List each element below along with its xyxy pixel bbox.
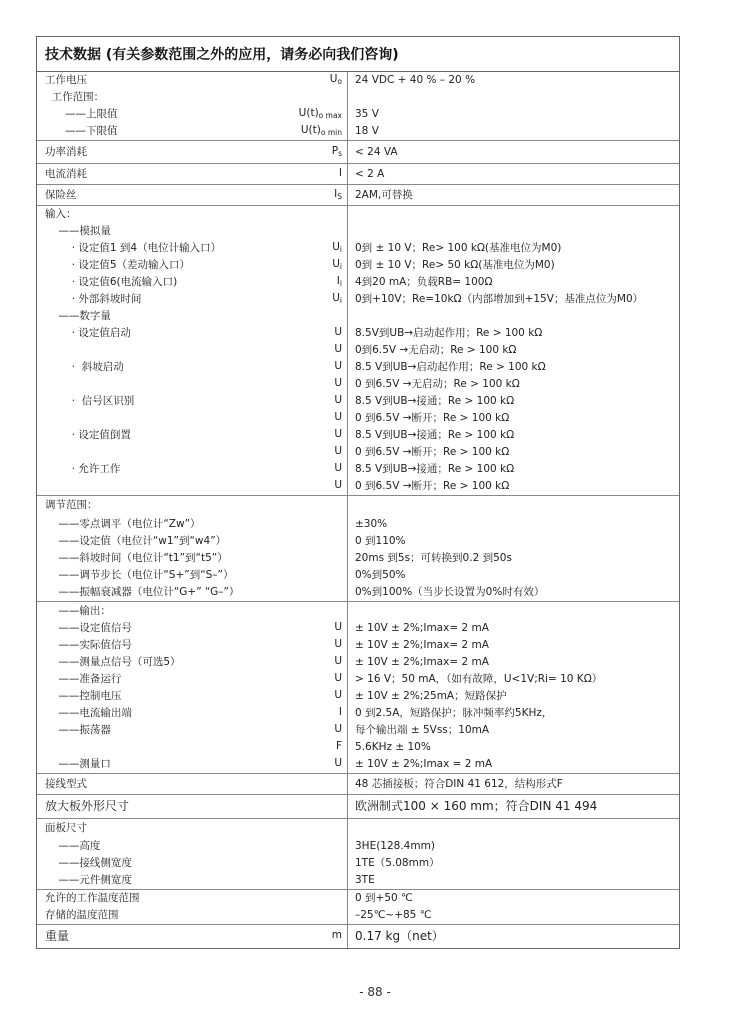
row-label: ——设定值（电位计“w1”到“w4”）	[45, 535, 227, 547]
table-row	[37, 141, 679, 163]
symbol-text: U	[334, 411, 342, 423]
table-section	[37, 890, 679, 925]
row-value: 0%到50%	[347, 567, 679, 584]
table-row	[37, 637, 679, 654]
row-symbol	[285, 428, 347, 443]
row-value: 8.5 V到UB→启动起作用；Re > 100 kΩ	[347, 359, 679, 376]
row-label: 调节范围：	[45, 499, 98, 511]
row-symbol	[285, 689, 347, 704]
symbol-text: U	[334, 462, 342, 474]
row-symbol	[285, 167, 347, 182]
table-row	[37, 240, 679, 257]
table-row	[37, 444, 679, 461]
row-symbol	[285, 292, 347, 307]
table-section	[37, 795, 679, 819]
symbol-text: U	[334, 428, 342, 440]
row-label: 允许的工作温度范围	[45, 892, 140, 904]
row-label: ——电流输出端	[45, 707, 132, 719]
row-label: ——设定值信号	[45, 622, 132, 634]
symbol-text: U	[334, 445, 342, 457]
row-symbol	[285, 706, 347, 721]
table-row	[37, 308, 679, 325]
table-row	[37, 185, 679, 205]
row-value: < 24 VA	[347, 141, 679, 163]
symbol-text: U(t)	[298, 107, 319, 119]
table-row	[37, 688, 679, 705]
symbol-text: I	[336, 275, 340, 287]
symbol-text: U	[334, 672, 342, 684]
table-row	[37, 705, 679, 722]
table-row	[37, 739, 679, 756]
row-symbol	[285, 672, 347, 687]
row-label: ——调节步长（电位计“S+”到“S–”）	[45, 569, 234, 581]
table-row	[37, 164, 679, 184]
symbol-text: U	[334, 757, 342, 769]
row-label: · 设定值5（差动输入口）	[45, 259, 191, 271]
row-value: 0 到6.5V →无启动；Re > 100 kΩ	[347, 376, 679, 393]
table-row	[37, 907, 679, 924]
row-label: 面板尺寸	[45, 822, 87, 834]
table-row	[37, 106, 679, 123]
table-row	[37, 533, 679, 550]
row-label: 接线型式	[45, 777, 87, 790]
table-row	[37, 774, 679, 794]
table-row	[37, 123, 679, 140]
row-value: 8.5 V到UB→接通；Re > 100 kΩ	[347, 461, 679, 478]
table-row	[37, 515, 679, 533]
table-row	[37, 925, 679, 948]
table-row	[37, 359, 679, 376]
symbol-text: I	[338, 166, 342, 179]
symbol-text: U	[334, 723, 342, 735]
row-value	[347, 89, 679, 106]
table-row	[37, 376, 679, 393]
row-label: ——元件侧宽度	[45, 874, 132, 886]
row-symbol	[285, 638, 347, 653]
row-value: ± 10V ± 2%;Imax= 2 mA	[347, 654, 679, 671]
row-value: ± 10V ± 2%;25mA；短路保护	[347, 688, 679, 705]
table-row	[37, 72, 679, 89]
row-value: 2AM,可替换	[347, 185, 679, 205]
table-row	[37, 274, 679, 291]
spec-table	[36, 36, 680, 949]
symbol-subscript: i	[339, 279, 342, 288]
row-label: ——测量点信号（可选5）	[45, 656, 181, 668]
symbol-text: U	[334, 655, 342, 667]
symbol-text: U	[334, 689, 342, 701]
symbol-subscript: i	[339, 262, 342, 271]
row-value: 0 到2.5A，短路保护；脉冲频率约5KHz，	[347, 705, 679, 722]
row-value: 5.6KHz ± 10%	[347, 739, 679, 756]
row-symbol	[285, 929, 347, 944]
symbol-subscript: o max	[318, 111, 342, 120]
row-value: ± 10V ± 2%;Imax= 2 mA	[347, 620, 679, 637]
symbol-text: U	[332, 258, 340, 270]
table-row	[37, 819, 679, 838]
table-row	[37, 722, 679, 739]
row-symbol	[285, 655, 347, 670]
row-value: 0到 ± 10 V；Re> 100 kΩ(基准电位为M0)	[347, 240, 679, 257]
symbol-text: U	[334, 394, 342, 406]
table-section	[37, 602, 679, 774]
table-title: 技术数据 (有关参数范围之外的应用，请务必向我们咨询)	[37, 37, 679, 72]
table-row	[37, 584, 679, 601]
row-label: ——振幅衰减器（电位计“G+” “G–”）	[45, 586, 240, 598]
row-label: ——振荡器	[45, 724, 111, 736]
row-label: ——测量口	[45, 758, 111, 770]
row-value: 0 到6.5V →断开；Re > 100 kΩ	[347, 444, 679, 461]
row-label: ——上限值	[45, 108, 118, 120]
row-label: ——实际值信号	[45, 639, 132, 651]
row-value: > 16 V；50 mA，（如有故障，U<1V;Ri= 10 KΩ）	[347, 671, 679, 688]
row-symbol	[285, 241, 347, 256]
row-value	[347, 206, 679, 223]
row-symbol	[285, 411, 347, 426]
table-section	[37, 496, 679, 602]
table-section	[37, 164, 679, 185]
table-section	[37, 185, 679, 206]
table-section	[37, 774, 679, 795]
table-row	[37, 410, 679, 427]
row-label: 重量	[45, 930, 70, 943]
table-row	[37, 756, 679, 773]
table-row	[37, 890, 679, 907]
row-value: 48 芯插接板；符合DIN 41 612，结构形式F	[347, 774, 679, 794]
row-symbol	[285, 124, 347, 139]
symbol-subscript: o min	[320, 128, 342, 137]
row-label: 保险丝	[45, 188, 77, 201]
row-label: ——准备运行	[45, 673, 122, 685]
row-symbol	[285, 394, 347, 409]
table-row	[37, 654, 679, 671]
table-row	[37, 855, 679, 872]
row-value: 18 V	[347, 123, 679, 140]
row-value	[347, 602, 679, 620]
row-symbol	[285, 723, 347, 738]
table-row	[37, 620, 679, 637]
row-label: ——控制电压	[45, 690, 122, 702]
row-symbol	[285, 188, 347, 203]
table-section	[37, 141, 679, 164]
table-row	[37, 427, 679, 444]
table-section	[37, 925, 679, 948]
page-number: - 88 -	[359, 985, 391, 999]
row-label: ——接线侧宽度	[45, 857, 132, 869]
row-label: 存储的温度范围	[45, 909, 119, 921]
table-row	[37, 291, 679, 308]
table-row	[37, 838, 679, 855]
symbol-text: U	[332, 292, 340, 304]
row-value	[347, 223, 679, 240]
symbol-text: m	[331, 929, 342, 941]
row-value: 0.17 kg（net）	[347, 925, 679, 948]
symbol-text: U	[329, 73, 338, 85]
symbol-text: U	[332, 241, 340, 253]
symbol-text: U	[334, 343, 342, 355]
table-row	[37, 223, 679, 240]
symbol-text: U	[334, 377, 342, 389]
row-value: 20ms 到5s；可转换到0.2 到50s	[347, 550, 679, 567]
row-label: 放大板外形尺寸	[45, 800, 130, 813]
table-row	[37, 257, 679, 274]
table-section	[37, 819, 679, 890]
symbol-subscript: S	[337, 191, 342, 201]
table-row	[37, 342, 679, 359]
row-label: 功率消耗	[45, 145, 87, 158]
symbol-subscript: s	[338, 148, 342, 158]
row-label: 电流消耗	[45, 167, 87, 180]
symbol-subscript: i	[339, 296, 342, 305]
table-section	[37, 206, 679, 496]
row-label: ——输出：	[45, 604, 111, 617]
row-value	[347, 496, 679, 515]
row-symbol	[285, 73, 347, 88]
row-label: 输入：	[45, 208, 77, 220]
table-row	[37, 478, 679, 495]
row-value: 0 到6.5V →断开；Re > 100 kΩ	[347, 410, 679, 427]
table-row	[37, 325, 679, 342]
row-label: ——零点调平（电位计“Zw”）	[45, 517, 201, 530]
row-symbol	[285, 360, 347, 375]
row-symbol	[285, 377, 347, 392]
row-value: 0到6.5V →无启动；Re > 100 kΩ	[347, 342, 679, 359]
row-value: 0 到6.5V →断开；Re > 100 kΩ	[347, 478, 679, 495]
row-symbol	[285, 343, 347, 358]
row-label: · 外部斜坡时间	[45, 293, 142, 305]
row-value: 24 VDC + 40 % – 20 %	[347, 72, 679, 89]
table-row	[37, 89, 679, 106]
row-label: ——模拟量	[45, 225, 111, 237]
symbol-text: U(t)	[300, 124, 321, 136]
row-value	[347, 308, 679, 325]
table-row	[37, 496, 679, 515]
row-label: ——高度	[45, 840, 101, 852]
table-row	[37, 567, 679, 584]
row-label: 工作电压	[45, 74, 87, 86]
row-label: ——下限值	[45, 125, 118, 137]
row-value	[347, 819, 679, 838]
row-value: 35 V	[347, 106, 679, 123]
row-value: 0 到110%	[347, 533, 679, 550]
row-label: · 信号区识别	[45, 395, 135, 407]
row-symbol	[285, 462, 347, 477]
row-value: –25℃~+85 ℃	[347, 907, 679, 924]
row-label: · 设定值6(电流输入口)	[45, 276, 178, 288]
table-row	[37, 550, 679, 567]
row-value: 4到20 mA；负载RB= 100Ω	[347, 274, 679, 291]
row-label: · 设定值倒置	[45, 429, 131, 441]
row-value: 欧洲制式100 × 160 mm；符合DIN 41 494	[347, 795, 679, 818]
table-section	[37, 72, 679, 141]
row-value: 3HE(128.4mm)	[347, 838, 679, 855]
symbol-text: U	[334, 638, 342, 650]
table-row	[37, 461, 679, 478]
row-value: 8.5 V到UB→接通；Re > 100 kΩ	[347, 427, 679, 444]
row-symbol	[285, 621, 347, 636]
symbol-text: F	[335, 740, 342, 752]
row-label: 工作范围：	[45, 91, 105, 103]
row-symbol	[285, 107, 347, 122]
row-value: ± 10V ± 2%;Imax = 2 mA	[347, 756, 679, 773]
row-value: < 2 A	[347, 164, 679, 184]
row-symbol	[285, 445, 347, 460]
table-row	[37, 393, 679, 410]
row-value: 每个输出端 ± 5Vss；10mA	[347, 722, 679, 739]
row-value: 0%到100%（当步长设置为0%时有效）	[347, 584, 679, 601]
symbol-text: I	[338, 706, 342, 718]
row-value: 0到+10V；Re=10kΩ（内部增加到+15V；基准点位为M0）	[347, 291, 679, 308]
row-value: 8.5V到UB→启动起作用；Re > 100 kΩ	[347, 325, 679, 342]
table-row	[37, 872, 679, 889]
row-value: 8.5 V到UB→接通；Re > 100 kΩ	[347, 393, 679, 410]
symbol-text: U	[334, 479, 342, 491]
row-symbol	[285, 145, 347, 160]
row-value: ± 10V ± 2%;Imax= 2 mA	[347, 637, 679, 654]
row-symbol	[285, 740, 347, 755]
row-symbol	[285, 258, 347, 273]
table-row	[37, 671, 679, 688]
symbol-text: P	[331, 144, 339, 157]
table-body	[37, 72, 679, 948]
symbol-text: I	[334, 187, 338, 200]
row-value: 0到 ± 10 V；Re> 50 kΩ(基准电位为M0)	[347, 257, 679, 274]
table-row	[37, 795, 679, 818]
symbol-subscript: i	[339, 245, 342, 254]
symbol-subscript: o	[337, 77, 342, 86]
row-value: 0 到+50 ℃	[347, 890, 679, 907]
symbol-text: U	[334, 360, 342, 372]
row-symbol	[285, 757, 347, 772]
symbol-text: U	[334, 326, 342, 338]
row-value: ±30%	[347, 515, 679, 533]
row-label: ——数字量	[45, 310, 111, 322]
row-value: 3TE	[347, 872, 679, 889]
row-label: ——斜坡时间（电位计“t1”到“t5”）	[45, 552, 228, 564]
row-symbol	[285, 275, 347, 290]
table-row	[37, 602, 679, 620]
symbol-text: U	[334, 621, 342, 633]
row-symbol	[285, 326, 347, 341]
row-label: · 允许工作	[45, 463, 121, 475]
row-label: · 设定值启动	[45, 327, 131, 339]
row-label: · 斜坡启动	[45, 361, 124, 373]
table-row	[37, 206, 679, 223]
row-value: 1TE（5.08mm）	[347, 855, 679, 872]
row-label: · 设定值1 到4（电位计输入口）	[45, 242, 222, 254]
row-symbol	[285, 479, 347, 494]
